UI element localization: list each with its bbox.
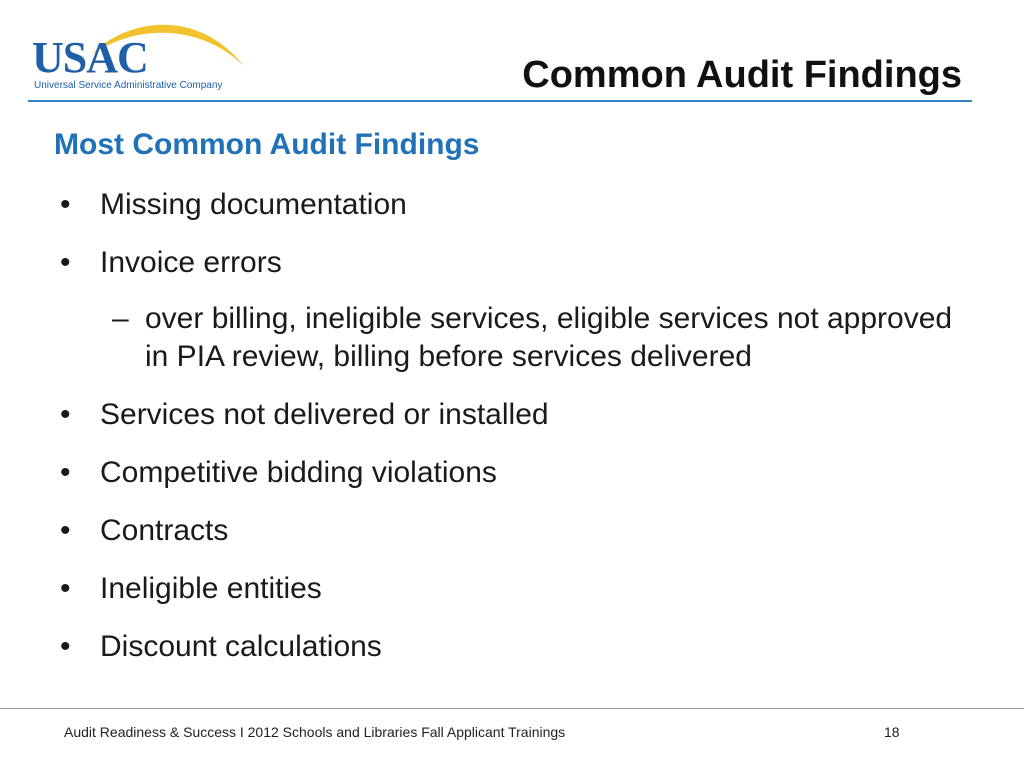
bullet-item (58, 396, 958, 434)
bullet-item (58, 186, 958, 224)
sub-bullet-marker: – (112, 302, 129, 335)
bullet-item (58, 512, 958, 550)
bullet-item (58, 244, 958, 282)
sub-bullet-item (58, 300, 958, 376)
page-number: 18 (884, 724, 900, 740)
bullet-text: Competitive bidding violations (100, 456, 497, 489)
bullet-marker: • (60, 456, 71, 489)
bullet-marker: • (60, 398, 71, 431)
bullet-text: Contracts (100, 514, 229, 547)
bullet-marker: • (60, 246, 71, 279)
title-divider (28, 100, 972, 102)
bullet-marker: • (60, 572, 71, 605)
bullet-text: Discount calculations (100, 630, 382, 663)
section-heading: Most Common Audit Findings (54, 128, 480, 161)
bullet-marker: • (60, 630, 71, 663)
bullet-text: Ineligible entities (100, 572, 322, 605)
bullet-item (58, 570, 958, 608)
bullet-item (58, 454, 958, 492)
logo-wordmark: USAC (32, 33, 148, 82)
bullet-text: Services not delivered or installed (100, 398, 549, 431)
sub-bullet-text: over billing, ineligible services, eligible services not approved in PIA review, billing before services delivered (145, 302, 953, 373)
bullet-text: Missing documentation (100, 188, 407, 221)
footer-text: Audit Readiness & Success I 2012 Schools and Libraries Fall Applicant Trainings (64, 724, 566, 740)
bullet-item (58, 628, 958, 666)
bullet-text: Invoice errors (100, 246, 282, 279)
slide-title: Common Audit Findings (522, 54, 962, 96)
bullet-marker: • (60, 188, 71, 221)
bullet-list (58, 186, 958, 686)
footer-divider (0, 708, 1024, 709)
usac-logo (30, 14, 230, 94)
bullet-marker: • (60, 514, 71, 547)
logo-subtitle: Universal Service Administrative Company (34, 80, 223, 91)
